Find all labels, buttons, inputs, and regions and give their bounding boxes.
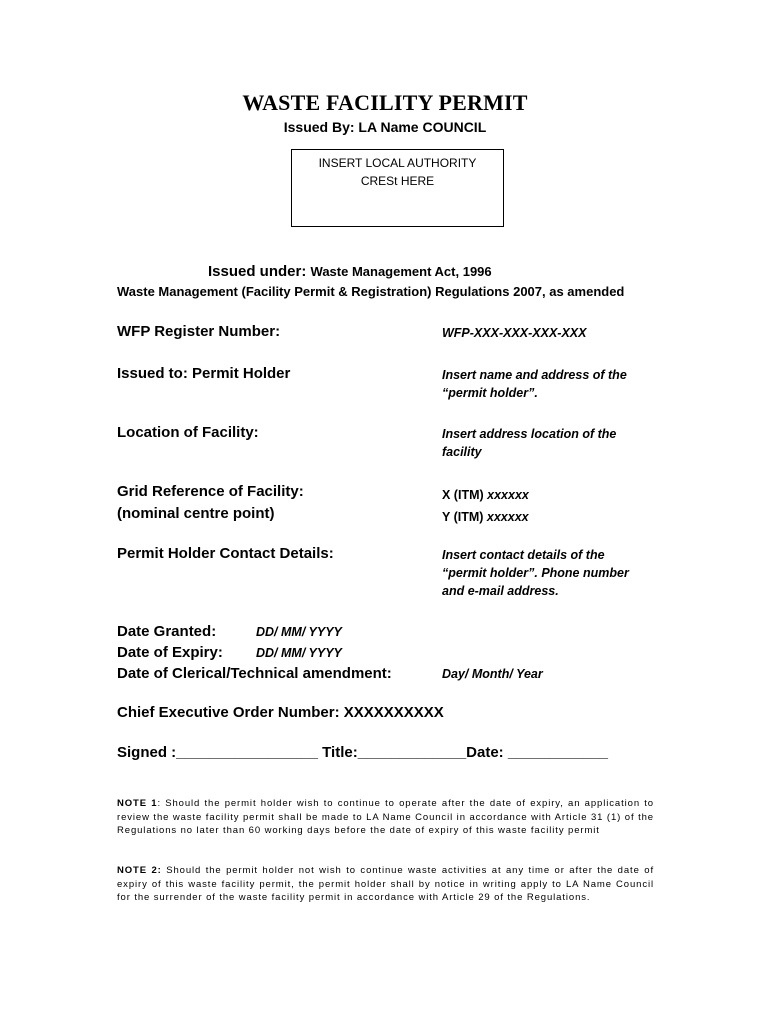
note-1-text: : Should the permit holder wish to continue to operate after the date of expiry, an application to review the waste facility permit shall be made to LA Name Council in accordance with Article 31 (1) of the Regulations no later than 60 working days before the date of expiry of this waste facility permit [117, 798, 654, 837]
register-number-label: WFP Register Number: [117, 323, 281, 340]
crest-line-2: CRESt HERE [360, 174, 435, 188]
grid-y-prefix: Y (ITM) [442, 510, 487, 524]
location-label: Location of Facility: [117, 424, 259, 441]
issued-to-value [442, 366, 627, 402]
date-expiry-label: Date of Expiry: [117, 644, 223, 661]
date-amendment-value: Day/ Month/ Year [442, 667, 543, 681]
note-2-label: NOTE 2: [117, 865, 162, 876]
regulations-line: Waste Management (Facility Permit & Registration) Regulations 2007, as amended [117, 284, 625, 299]
date-amendment-label: Date of Clerical/Technical amendment: [117, 665, 392, 682]
crest-placeholder-box [291, 149, 504, 227]
grid-y-value: xxxxxx [486, 510, 529, 524]
grid-x-row [442, 484, 529, 506]
issued-to-value-line: “permit holder”. [442, 386, 538, 400]
signature-line: Signed :_________________ Title:_____________Date: ____________ [117, 744, 608, 761]
issued-to-value-line: Insert name and address of the [442, 368, 627, 382]
date-expiry-value: DD/ MM/ YYYY [256, 646, 342, 660]
contact-details-value-line: “permit holder”. Phone number [442, 566, 629, 580]
grid-reference-label-line: (nominal centre point) [117, 505, 275, 522]
location-value-line: facility [442, 445, 482, 459]
register-number-value: WFP-XXX-XXX-XXX-XXX [442, 326, 587, 340]
date-granted-value: DD/ MM/ YYYY [256, 625, 342, 639]
location-value [442, 425, 616, 461]
contact-details-label: Permit Holder Contact Details: [117, 545, 334, 562]
issued-under-label: Issued under: [208, 263, 311, 280]
grid-reference-value [442, 484, 529, 528]
note-2-text: Should the permit holder not wish to continue waste activities at any time or after the date of expiry of this waste facility permit, the permit holder shall by notice in writing apply to LA Name Council for the surrender of the waste facility permit in accordance with Article 29 of the Regulations. [117, 865, 654, 904]
location-value-line: Insert address location of the [442, 427, 617, 441]
note-1-label: NOTE 1 [117, 798, 158, 809]
grid-reference-label [117, 481, 304, 525]
grid-x-prefix: X (ITM) [442, 488, 488, 502]
date-granted-label: Date Granted: [117, 623, 217, 640]
contact-details-value [442, 546, 629, 600]
grid-reference-label-line: Grid Reference of Facility: [117, 483, 304, 500]
note-1 [117, 797, 654, 838]
issued-by: Issued By: LA Name COUNCIL [283, 119, 487, 135]
grid-x-value: xxxxxx [487, 488, 529, 502]
contact-details-value-line: and e-mail address. [442, 584, 559, 598]
note-2 [117, 864, 654, 905]
issued-under [208, 263, 492, 280]
issued-to-label: Issued to: Permit Holder [117, 365, 291, 382]
contact-details-value-line: Insert contact details of the [442, 548, 605, 562]
page-title: WASTE FACILITY PERMIT [242, 90, 528, 115]
issued-under-act: Waste Management Act, 1996 [310, 264, 492, 279]
crest-line-1: INSERT LOCAL AUTHORITY [318, 156, 477, 170]
grid-y-row [442, 506, 529, 528]
order-number: Chief Executive Order Number: XXXXXXXXXX [117, 704, 444, 721]
